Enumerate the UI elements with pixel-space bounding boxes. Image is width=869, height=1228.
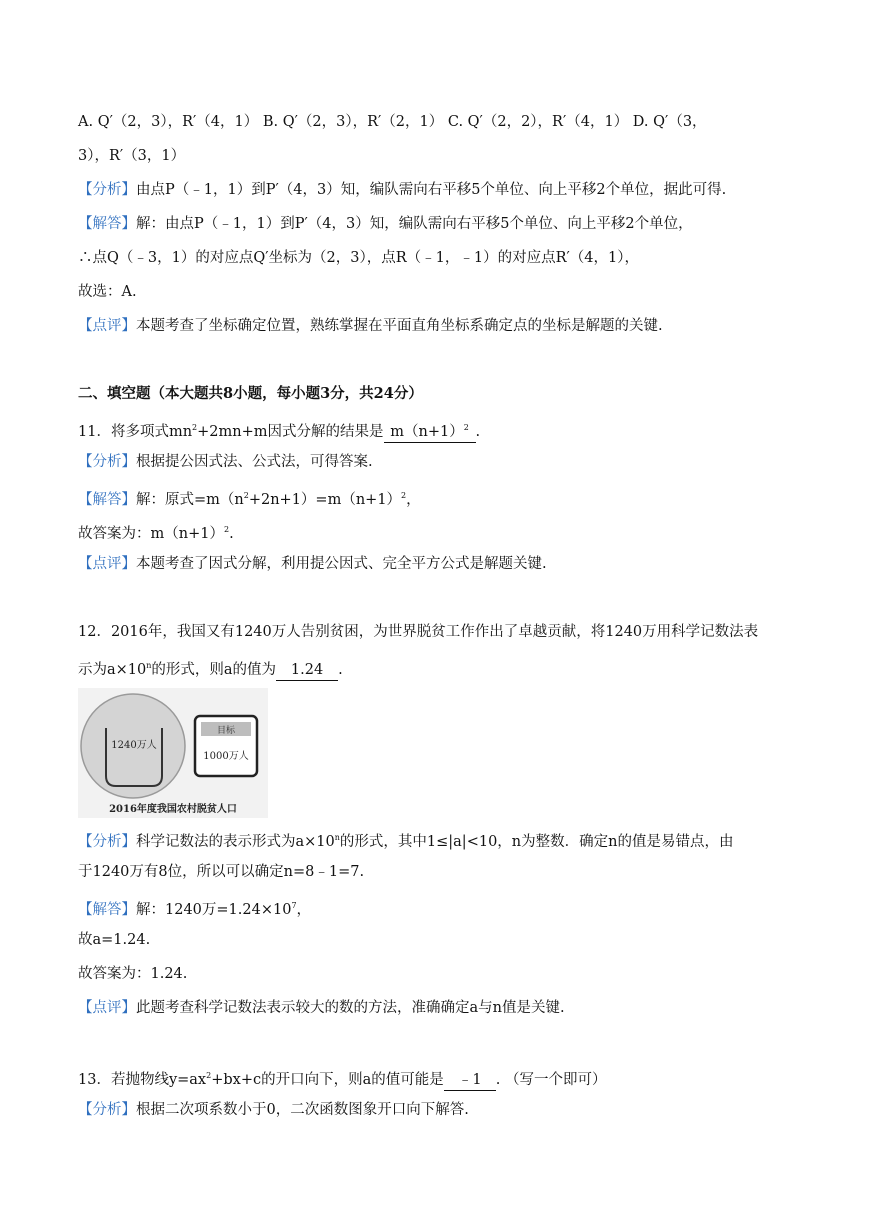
q13-answer-blank [444, 1070, 496, 1091]
q13-exponent: 2 [206, 1071, 212, 1080]
q13-stem-part: +bx+c的开口向下，则a的值可能是 [211, 1072, 444, 1088]
q12-sol-part: 解：1240万=1.24×10 [136, 902, 292, 918]
q12-stem-end: . [338, 662, 343, 678]
q12-stem-line1: 12．2016年，我国又有1240万人告别贫困，为世界脱贫工作作出了卓越贡献，将1240万用科学记数法表 [78, 624, 759, 640]
q11-final-part: 故答案为：m（n+1） [78, 526, 224, 542]
q11-final-part: . [229, 526, 234, 542]
figure-target-text: 1000万人 [203, 751, 249, 762]
solution-tag: 【解答】 [78, 902, 136, 918]
analysis-text: 根据二次项系数小于0，二次函数图象开口向下解答. [136, 1102, 469, 1118]
q10-comment [78, 316, 663, 336]
q12-sol-exponent: 7 [291, 901, 297, 910]
analysis-tag: 【分析】 [78, 182, 136, 198]
q13-answer: ﹣1 [457, 1072, 482, 1088]
q12-stem-line2 [78, 656, 343, 681]
comment-tag: 【点评】 [78, 1000, 136, 1016]
q13-stem-end: . （写一个即可） [495, 1072, 607, 1088]
q11-stem-end: . [475, 424, 481, 440]
q12-analysis-part: 的形式，其中1≤|a|<10，n为整数．确定n的值是易错点，由 [339, 834, 734, 850]
solution-tag: 【解答】 [78, 492, 136, 508]
q12-stem-part: 的形式，则a的值为 [151, 662, 277, 678]
q11-answer-blank [384, 418, 476, 443]
q11-sol-exponent: 2 [401, 491, 407, 500]
solution-tag: 【解答】 [78, 216, 136, 232]
q11-final-exponent: 2 [223, 525, 230, 534]
q13-analysis [78, 1100, 469, 1120]
analysis-text: 根据提公因式法、公式法，可得答案. [136, 454, 373, 470]
q12-stem-part: 示为a×10 [78, 662, 147, 678]
q12-sol-part: ， [296, 902, 312, 918]
q12-solution [78, 896, 311, 920]
q12-analysis-line2: 于1240万有8位，所以可以确定n=8﹣1=7. [78, 864, 365, 880]
q11-sol-part: 解：原式=m（n [136, 492, 244, 508]
q11-stem [78, 418, 480, 443]
q11-sol-part: +2n+1）=m（n+1） [248, 492, 402, 508]
figure-circle-text: 1240万人 [111, 740, 157, 751]
q11-final [78, 520, 234, 544]
q11-stem-part: 11．将多项式mn [78, 424, 193, 440]
analysis-tag: 【分析】 [78, 834, 136, 850]
analysis-tag: 【分析】 [78, 454, 136, 470]
q11-comment [78, 554, 547, 574]
q11-solution [78, 486, 421, 510]
q12-analysis-exponent: n [334, 833, 340, 842]
q10-solution-line1 [78, 214, 693, 234]
comment-tag: 【点评】 [78, 556, 136, 572]
solution-text: 解：由点P（﹣1，1）到P′（4，3）知，编队需向右平移5个单位、向上平移2个单位， [136, 216, 693, 232]
q11-exponent: 2 [192, 423, 198, 432]
q12-solution-line3: 故答案为：1.24. [78, 966, 188, 982]
analysis-tag: 【分析】 [78, 1102, 136, 1118]
q10-analysis [78, 180, 726, 200]
comment-text: 本题考查了因式分解，利用提公因式、完全平方公式是解题关键. [136, 556, 547, 572]
q11-analysis [78, 452, 373, 472]
q13-stem [78, 1066, 606, 1091]
q12-comment [78, 998, 565, 1018]
q10-solution-line2: ∴点Q（﹣3，1）的对应点Q′坐标为（2，3），点R（﹣1，﹣1）的对应点R′（4，1）， [78, 250, 639, 266]
section-heading: 二、填空题（本大题共8小题，每小题3分，共24分） [78, 385, 423, 402]
analysis-text: 由点P（﹣1，1）到P′（4，3）知，编队需向右平移5个单位、向上平移2个单位，据此可得. [136, 182, 727, 198]
q12-exponent: n [146, 661, 152, 670]
q11-answer: m（n+1） [390, 424, 464, 440]
q12-analysis-line1 [78, 828, 733, 852]
comment-tag: 【点评】 [78, 318, 136, 334]
comment-text: 此题考查科学记数法表示较大的数的方法，准确确定a与n值是关键. [136, 1000, 565, 1016]
q11-answer-exponent: 2 [463, 423, 469, 432]
q10-solution-line3: 故选：A. [78, 284, 137, 300]
q12-solution-line2: 故a=1.24. [78, 932, 151, 948]
q11-sol-exponent: 2 [243, 491, 249, 500]
q13-stem-part: 13．若抛物线y=ax [78, 1072, 207, 1088]
q12-answer-blank [276, 660, 338, 681]
figure-caption: 2016年度我国农村脱贫人口 [109, 804, 237, 815]
q10-options-line2: 3），R′（3，1） [78, 148, 186, 164]
q12-analysis-part: 科学记数法的表示形式为a×10 [136, 834, 335, 850]
comment-text: 本题考查了坐标确定位置，熟练掌握在平面直角坐标系确定点的坐标是解题的关键. [136, 318, 663, 334]
q11-sol-part: ， [406, 492, 421, 508]
q10-options-line1: A. Q′（2，3），R′（4，1） B. Q′（2，3），R′（2，1） C. Q′（2，2），R′（4，1） D. Q′（3， [78, 114, 707, 130]
figure-target-header: 目标 [216, 726, 236, 736]
q12-answer: 1.24 [290, 662, 324, 678]
q11-stem-part: +2mn+m因式分解的结果是 [197, 424, 384, 440]
poverty-figure [78, 688, 268, 818]
